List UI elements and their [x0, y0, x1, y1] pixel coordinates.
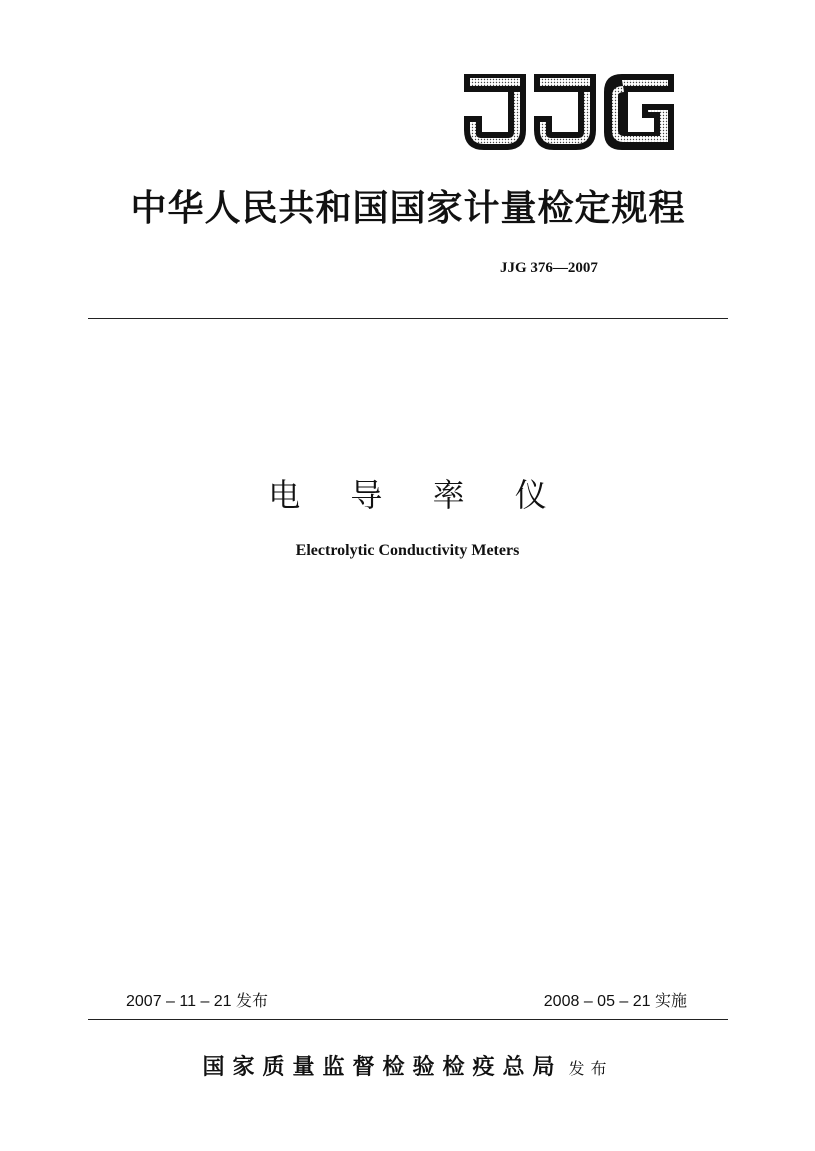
implementation-date: 2008 – 05 – 21 实施: [543, 993, 687, 1010]
regulation-series-title: 中华人民共和国国家计量检定规程: [130, 187, 686, 229]
logo-letter-g: [604, 74, 674, 150]
publisher-name: 国家质量监督检验检疫总局: [202, 1054, 563, 1080]
jjg-logo: [462, 72, 676, 152]
document-title-cn: 电 导 率 仪: [268, 476, 567, 514]
logo-letter-j2: [534, 74, 596, 150]
publisher-line: [100, 1050, 715, 1081]
top-divider: [88, 318, 728, 319]
logo-letter-j1: [464, 74, 526, 150]
bottom-divider: [88, 1019, 728, 1020]
standard-number: JJG 376—2007: [500, 260, 598, 276]
issue-date: 2007 – 11 – 21 发布: [126, 993, 269, 1010]
publisher-suffix: 发布: [568, 1059, 613, 1078]
document-title-en: Electrolytic Conductivity Meters: [295, 542, 520, 559]
jjg-logo-mark: [462, 72, 676, 152]
